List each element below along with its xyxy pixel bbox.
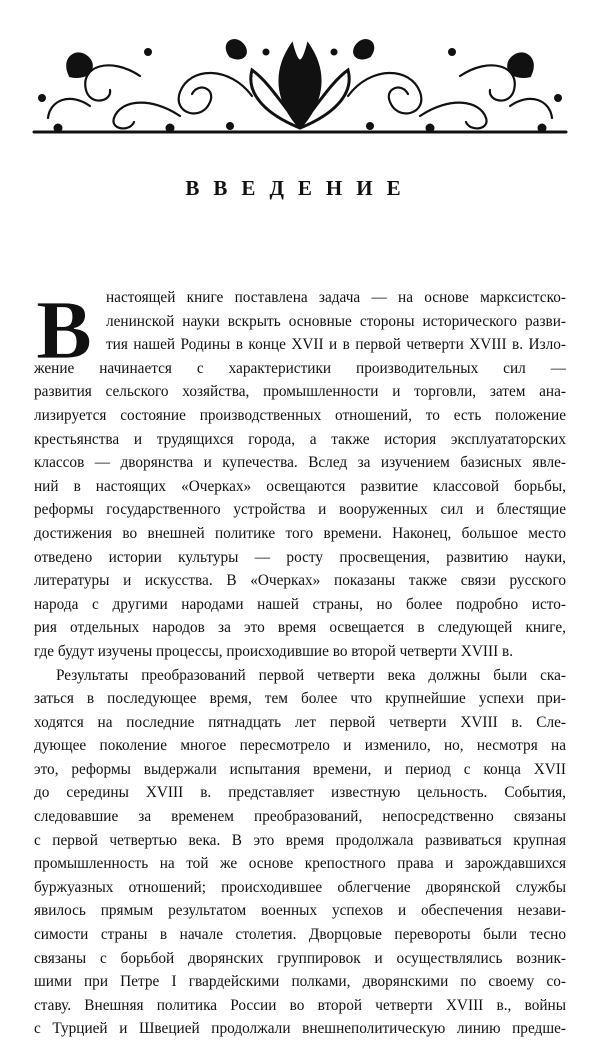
text-line: ставу. Внешняя политика России во второй четверти XVIII в., войны [34, 996, 566, 1014]
text-line: явилось прямым результатом военных успехов и обеспечения незави- [34, 902, 566, 920]
text-line: с первой четвертью века. В это время продолжала развиваться крупная [34, 831, 566, 849]
text-line: тия нашей Родины в конце XVII и в первой четверти XVIII в. Изло- [106, 336, 566, 354]
text-line: народа с другими народами нашей страны, но более подробно исто- [34, 595, 566, 613]
text-line: связаны с борьбой дворянских группировок и осуществлялись возник- [34, 949, 566, 967]
text-line: лизируется состояние производственных отношений, то есть положение [34, 406, 566, 424]
chapter-heading: ВВЕДЕНИЕ [185, 176, 415, 200]
body-text [34, 286, 566, 1041]
text-line: дующее поколение многое пересмотрело и изменило, но, несмотря на [34, 737, 566, 755]
text-line: ний в настоящих «Очерках» освещаются развитие классовой борьбы, [34, 477, 566, 495]
text-line: рия отдельных народов за это время освещается в следующей книге, [34, 619, 566, 637]
text-line: до середины XVIII в. представляет известную цельность. События, [34, 784, 566, 802]
text-line: настоящей книге поставлена задача — на основе марксистско- [106, 289, 566, 306]
text-line: классов — дворянства и купечества. Вслед за изучением базисных явле- [34, 454, 566, 472]
text-line: реформы государственного устройства и вооруженных сил и блестящие [34, 501, 566, 519]
text-line: симости страны в начале столетия. Дворцовые перевороты были тесно [34, 926, 566, 944]
text-line: промышленность на той же основе крепостного права и зарождавшихся [34, 855, 566, 873]
decorative-headpiece-ornament [30, 36, 570, 136]
text-line: достижения во внешней политике того времени. Наконец, большое место [34, 524, 566, 542]
text-line: развития сельского хозяйства, промышленности и торговли, затем ана- [34, 383, 566, 401]
text-line: заться в последующее время, тем более что крупнейшие успехи при- [34, 690, 566, 708]
text-line: Результаты преобразований первой четверти века должны были ска- [56, 666, 566, 684]
text-line: ленинской науки вскрыть основные стороны исторического разви- [106, 312, 566, 330]
text-line: где будут изучены процессы, происходившие во второй четверти XVIII в. [34, 642, 514, 660]
text-line: отведено истории культуры — росту просвещения, развитию науки, [34, 548, 566, 566]
text-line: буржуазных отношений; происходившее облегчение дворянской службы [34, 878, 566, 896]
svg-text:В: В [36, 288, 93, 364]
text-line: литературы и искусства. В «Очерках» показаны также связи русского [34, 572, 566, 590]
text-line: крестьянства и трудящихся города, а также история эксплуататорских [34, 430, 566, 448]
text-line: шими при Петре I гвардейскими полками, дворянскими по своему со- [34, 973, 566, 991]
text-line: жение начинается с характеристики производительных сил — [34, 359, 566, 377]
text-line: ходятся на последние пятнадцать лет первой четверти XVIII в. Сле- [34, 713, 566, 731]
text-line: это, реформы выдержали испытания времени, и период с конца XVII [34, 760, 566, 778]
text-line: следовавшие за временем преобразований, непосредственно связаны [34, 808, 566, 826]
text-line: с Турцией и Швецией продолжали внешнеполитическую линию предше- [34, 1020, 566, 1038]
